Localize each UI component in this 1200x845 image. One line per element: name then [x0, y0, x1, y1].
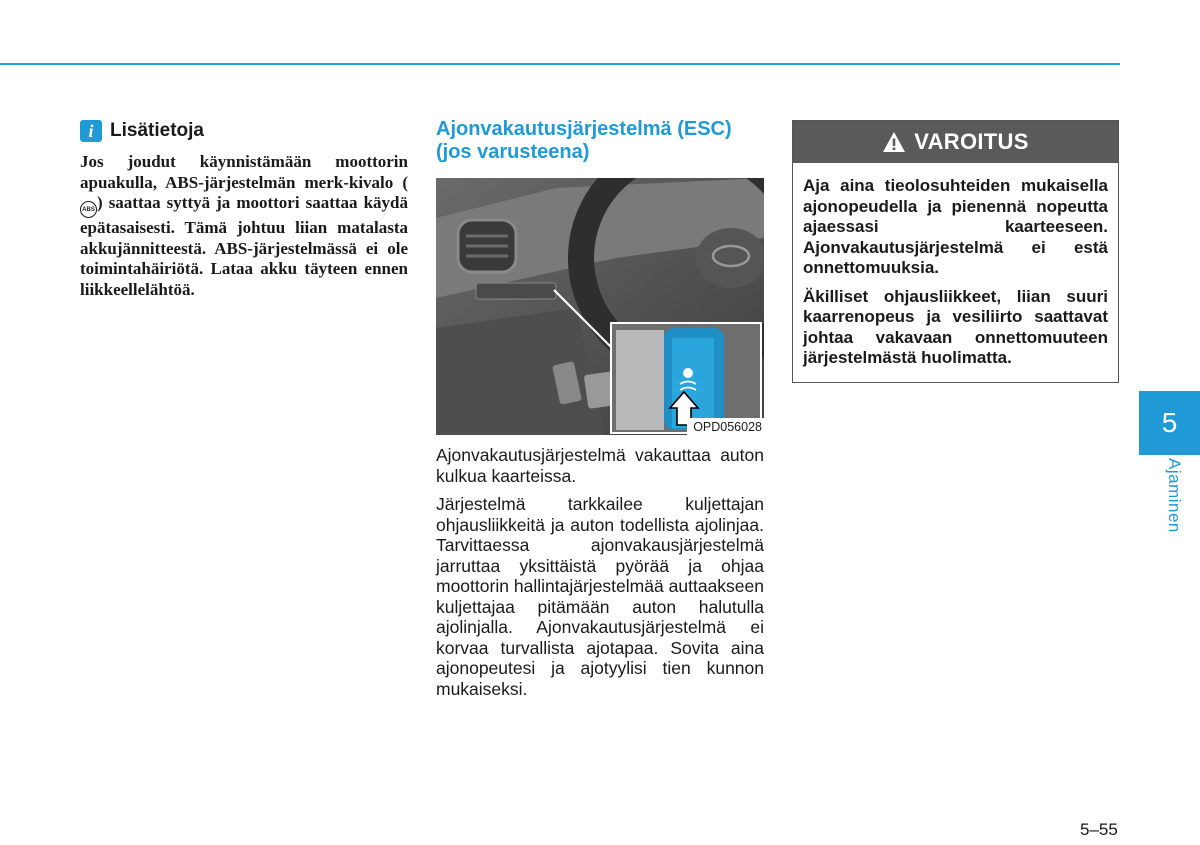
figure-code: OPD056028 — [687, 418, 764, 435]
chapter-label: Ajaminen — [1165, 458, 1184, 533]
info-title: Lisätietoja — [110, 120, 204, 141]
info-heading — [80, 120, 408, 142]
chapter-number-tab: 5 — [1139, 391, 1200, 455]
warning-box — [792, 120, 1119, 383]
info-body — [80, 152, 408, 300]
steering-hub — [696, 228, 764, 288]
warning-triangle-icon — [882, 131, 906, 153]
info-body-text-1: Jos joudut käynnistämään moottorin apuakulla, ABS-järjestelmän merk-kivalo ( — [80, 152, 408, 192]
warning-title: VAROITUS — [914, 129, 1029, 154]
esc-paragraph-1: Ajonvakautusjärjestelmä vakauttaa auton kulkua kaarteissa. — [436, 445, 764, 486]
warning-paragraph-2: Äkilliset ohjausliikkeet, liian suuri kaarrenopeus ja vesiliirto saattavat johtaa vakavaan onnettomuuteen järjestelmästä huolimatta. — [803, 286, 1108, 367]
page-number: 5–55 — [1080, 820, 1118, 839]
info-icon: i — [80, 120, 102, 142]
dashboard-illustration — [436, 178, 764, 435]
warning-header — [793, 121, 1118, 163]
header-rule — [0, 63, 1120, 65]
esc-section — [436, 118, 764, 699]
abs-warning-icon: ABS — [80, 201, 97, 218]
esc-paragraph-2: Järjestelmä tarkkailee kuljettajan ohjausliikkeitä ja auton todellista ajolinjaa. Tarvittaessa ajonvakausjärjestelmä jarruttaa yksittäistä pyörää ja ohjaa moottorin hallintajärjestelmää auttaakseen kuljettajaa pitämään auton halutulla ajolinjalla. Ajonvakautusjärjestelmä ei korvaa turvallista ajotapaa. Sovita aina ajonopeutesi ja ajotyylisi tien kunnon mukaiseksi. — [436, 494, 764, 699]
warning-content — [793, 163, 1118, 382]
info-note — [80, 120, 408, 300]
section-title-line2: (jos varusteena) — [436, 141, 590, 163]
section-title — [436, 118, 764, 164]
section-title-line1: Ajonvakautusjärjestelmä (ESC) — [436, 118, 732, 140]
info-body-text-2: ) saattaa syttyä ja moottori saattaa käydä epätasaisesti. Tämä johtuu liian matalasta akkujännitteestä. ABS-järjestelmässä ei ole toimintahäiriötä. Lataa akku täyteen ennen liikkeellelähtöä. — [80, 193, 408, 299]
warning-paragraph-1: Aja aina tieolosuhteiden mukaisella ajonopeudella ja pienennä nopeutta ajaessasi kaarteeseen. Ajonvakautusjärjestelmä ei estä onnettomuuksia. — [803, 176, 1108, 277]
esc-button-figure — [436, 178, 764, 435]
